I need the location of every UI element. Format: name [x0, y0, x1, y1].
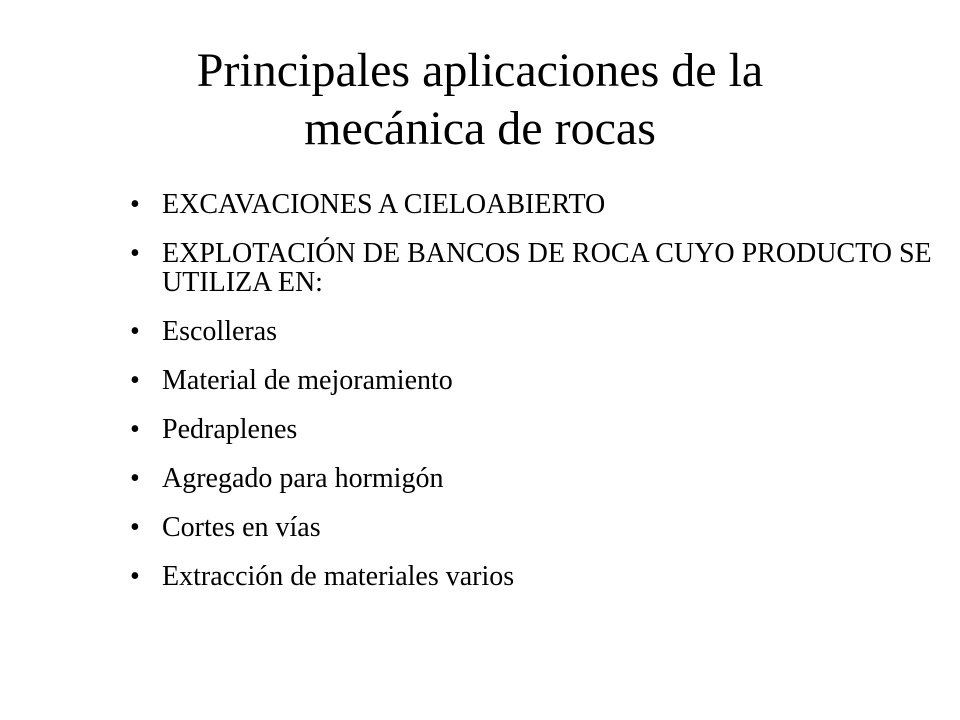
slide-title-line-2: mecánica de rocas [304, 102, 656, 155]
bullet-item [125, 239, 955, 297]
bullet-list [125, 190, 955, 611]
bullet-text: EXPLOTACIÓN DE BANCOS DE ROCA CUYO PRODUCTO SE UTILIZA EN: [162, 238, 932, 298]
bullet-icon: • [130, 512, 140, 543]
bullet-text: EXCAVACIONES A CIELOABIERTO [162, 189, 606, 220]
bullet-text: Agregado para hormigón [162, 463, 444, 494]
bullet-text: Escolleras [162, 316, 278, 347]
bullet-text: Pedraplenes [162, 414, 298, 445]
bullet-icon: • [130, 463, 140, 494]
bullet-icon: • [130, 316, 140, 347]
bullet-icon: • [130, 238, 140, 269]
slide-title [80, 42, 880, 158]
bullet-item [125, 513, 955, 542]
bullet-text: Material de mejoramiento [162, 365, 453, 396]
bullet-item [125, 366, 955, 395]
bullet-icon: • [130, 189, 140, 220]
bullet-text: Cortes en vías [162, 512, 321, 543]
bullet-icon: • [130, 561, 140, 592]
bullet-item [125, 415, 955, 444]
bullet-item [125, 317, 955, 346]
slide-title-line-1: Principales aplicaciones de la [196, 44, 764, 97]
bullet-icon: • [130, 414, 140, 445]
bullet-item [125, 190, 955, 219]
bullet-item [125, 464, 955, 493]
bullet-text: Extracción de materiales varios [162, 561, 515, 592]
bullet-item [125, 562, 955, 591]
bullet-icon: • [130, 365, 140, 396]
